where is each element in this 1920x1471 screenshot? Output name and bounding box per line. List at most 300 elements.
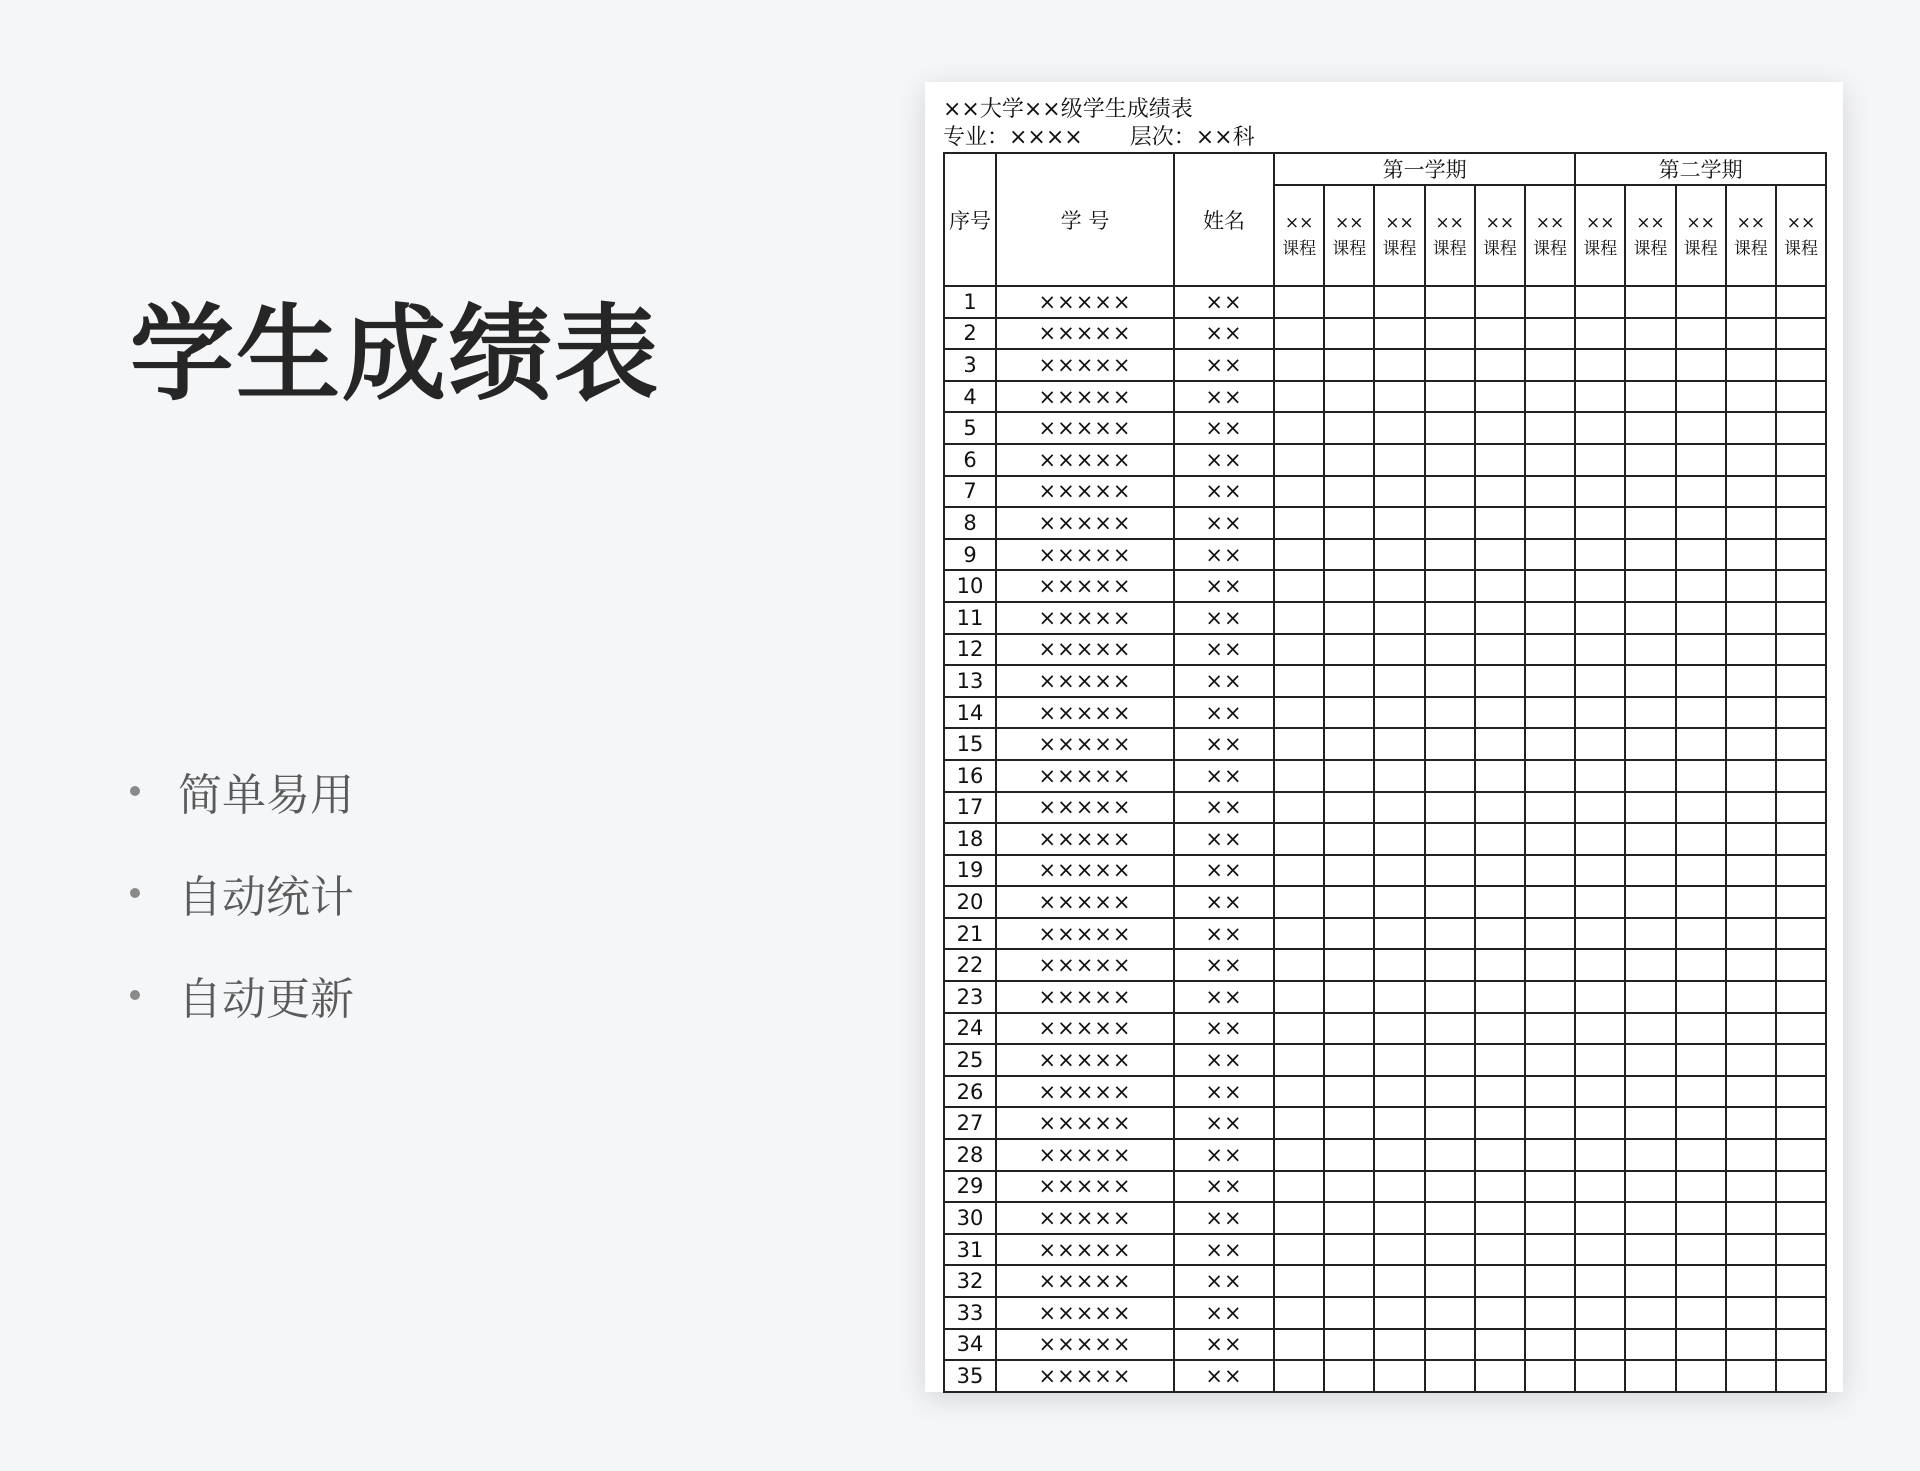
grade-cell [1676,1171,1726,1203]
table-row [944,570,1826,602]
grade-cell [1274,665,1324,697]
grade-cell [1374,286,1424,318]
course-header-bottom: 课程 [1683,238,1718,259]
grade-cell [1475,918,1525,950]
grade-cell [1676,1107,1726,1139]
cell-name: ×× [1174,697,1274,729]
cell-seq: 9 [944,539,996,571]
table-row [944,318,1826,350]
table-row [944,1107,1826,1139]
bullet-dot-icon [130,990,140,1000]
grade-cell [1274,697,1324,729]
grade-cell [1324,1329,1374,1361]
grade-cell [1475,476,1525,508]
semester-header: 第一学期 [1274,153,1575,185]
course-header-bottom: 课程 [1533,238,1568,259]
grade-cell [1425,570,1475,602]
course-header-top: ×× [1485,212,1515,233]
grade-cell [1525,444,1575,476]
grade-cell [1475,823,1525,855]
grade-cell [1274,760,1324,792]
grade-cell [1625,918,1675,950]
grade-cell [1374,349,1424,381]
grade-cell [1274,507,1324,539]
cell-seq: 17 [944,792,996,824]
grade-cell [1374,1329,1424,1361]
grade-cell [1374,823,1424,855]
grade-cell [1374,1139,1424,1171]
grade-cell [1274,823,1324,855]
course-header-bottom: 课程 [1432,238,1467,259]
feature-label: 自动更新 [178,974,354,1025]
grade-cell [1475,444,1525,476]
cell-seq: 10 [944,570,996,602]
promo-title: 学生成绩表 [130,293,661,415]
grade-cell [1274,1202,1324,1234]
grade-cell [1676,1329,1726,1361]
cell-seq: 20 [944,886,996,918]
cell-name: ×× [1174,381,1274,413]
grade-cell [1676,570,1726,602]
cell-student-id: ××××× [996,634,1174,666]
course-header [1625,185,1675,286]
grade-cell [1625,1202,1675,1234]
cell-student-id: ××××× [996,507,1174,539]
grade-cell [1575,444,1625,476]
grade-cell [1324,444,1374,476]
grade-cell [1625,1107,1675,1139]
cell-student-id: ××××× [996,949,1174,981]
grade-cell [1676,1265,1726,1297]
grade-cell [1726,855,1776,887]
course-header-bottom: 课程 [1282,238,1317,259]
table-row [944,697,1826,729]
grade-cell [1726,1139,1776,1171]
grade-cell [1575,1076,1625,1108]
grade-cell [1525,760,1575,792]
cell-name: ×× [1174,918,1274,950]
level-label: 层次：××科 [1129,125,1255,150]
table-row [944,1265,1826,1297]
course-header [1425,185,1475,286]
grade-cell [1625,760,1675,792]
grade-cell [1726,318,1776,350]
grade-cell [1274,318,1324,350]
grade-cell [1425,1107,1475,1139]
grade-cell [1324,602,1374,634]
cell-seq: 16 [944,760,996,792]
cell-seq: 22 [944,949,996,981]
course-header-top: ×× [1385,212,1414,233]
grade-cell [1525,823,1575,855]
grade-cell [1676,918,1726,950]
grade-cell [1575,476,1625,508]
cell-seq: 30 [944,1202,996,1234]
grade-cell [1525,949,1575,981]
grade-cell [1776,1139,1826,1171]
grade-cell [1676,760,1726,792]
grade-cell [1425,634,1475,666]
cell-student-id: ××××× [996,349,1174,381]
grade-cell [1776,444,1826,476]
grade-cell [1525,1329,1575,1361]
cell-name: ×× [1174,602,1274,634]
cell-seq: 12 [944,634,996,666]
feature-item [130,944,354,1046]
grade-cell [1525,286,1575,318]
cell-seq: 4 [944,381,996,413]
grade-cell [1274,1139,1324,1171]
grade-cell [1324,570,1374,602]
grade-cell [1726,634,1776,666]
grade-cell [1525,1139,1575,1171]
course-header [1374,185,1424,286]
course-header-top: ×× [1335,212,1364,233]
grade-cell [1776,949,1826,981]
cell-name: ×× [1174,1044,1274,1076]
table-row [944,381,1826,413]
grade-cell [1776,570,1826,602]
grade-cell [1676,602,1726,634]
grade-cell [1324,760,1374,792]
cell-name: ×× [1174,1202,1274,1234]
cell-seq: 2 [944,318,996,350]
table-row [944,1013,1826,1045]
grade-cell [1274,1360,1324,1392]
grade-cell [1324,1107,1374,1139]
grade-cell [1575,1044,1625,1076]
cell-name: ×× [1174,1360,1274,1392]
grade-cell [1625,886,1675,918]
grade-cell [1274,1013,1324,1045]
cell-student-id: ××××× [996,665,1174,697]
cell-name: ×× [1174,728,1274,760]
grade-cell [1575,760,1625,792]
grade-cell [1374,476,1424,508]
grade-cell [1425,728,1475,760]
grade-cell [1475,634,1525,666]
cell-seq: 32 [944,1265,996,1297]
grade-cell [1525,855,1575,887]
grade-cell [1525,381,1575,413]
grade-cell [1625,412,1675,444]
feature-item [130,842,354,944]
course-header [1324,185,1374,286]
grade-cell [1575,412,1625,444]
grade-cell [1776,886,1826,918]
cell-student-id: ××××× [996,476,1174,508]
header-row-semesters [944,153,1826,185]
table-row [944,412,1826,444]
cell-name: ×× [1174,1139,1274,1171]
grade-cell [1676,1360,1726,1392]
grade-cell [1625,381,1675,413]
grade-cell [1274,539,1324,571]
grade-cell [1324,507,1374,539]
grade-cell [1374,665,1424,697]
grade-cell [1676,665,1726,697]
cell-name: ×× [1174,949,1274,981]
grade-cell [1575,697,1625,729]
cell-name: ×× [1174,1329,1274,1361]
grade-cell [1425,760,1475,792]
cell-student-id: ××××× [996,1139,1174,1171]
grade-cell [1525,1265,1575,1297]
grade-cell [1676,1044,1726,1076]
grade-cell [1676,697,1726,729]
grade-cell [1324,981,1374,1013]
grade-cell [1776,665,1826,697]
grade-cell [1324,665,1374,697]
grade-cell [1575,1265,1625,1297]
grade-cell [1374,1234,1424,1266]
grade-cell [1425,412,1475,444]
grade-cell [1776,1044,1826,1076]
cell-student-id: ××××× [996,602,1174,634]
grade-cell [1425,1265,1475,1297]
grade-cell [1776,539,1826,571]
grade-cell [1726,1360,1776,1392]
grade-cell [1776,855,1826,887]
grade-cell [1374,949,1424,981]
table-row [944,886,1826,918]
grade-cell [1726,444,1776,476]
document-preview [925,82,1843,1392]
grade-cell [1575,1013,1625,1045]
grade-cell [1274,570,1324,602]
grade-cell [1726,918,1776,950]
grade-cell [1475,1202,1525,1234]
grade-cell [1625,1360,1675,1392]
grade-cell [1776,634,1826,666]
grade-cell [1525,728,1575,760]
grade-cell [1776,1171,1826,1203]
grade-cell [1374,1107,1424,1139]
cell-student-id: ××××× [996,1171,1174,1203]
grade-cell [1274,728,1324,760]
course-header-top: ×× [1284,212,1314,233]
grade-cell [1425,1202,1475,1234]
cell-name: ×× [1174,444,1274,476]
cell-student-id: ××××× [996,823,1174,855]
grade-cell [1625,981,1675,1013]
cell-name: ×× [1174,1013,1274,1045]
grade-cell [1374,1013,1424,1045]
grade-cell [1324,539,1374,571]
course-header-top: ×× [1736,212,1766,233]
grade-cell [1425,1329,1475,1361]
grade-cell [1776,918,1826,950]
grade-table [943,152,1827,1393]
grade-cell [1425,1360,1475,1392]
grade-cell [1575,1139,1625,1171]
cell-seq: 35 [944,1360,996,1392]
cell-student-id: ××××× [996,1076,1174,1108]
grade-cell [1525,697,1575,729]
grade-cell [1374,1044,1424,1076]
cell-student-id: ××××× [996,1013,1174,1045]
grade-cell [1274,381,1324,413]
grade-cell [1726,1044,1776,1076]
grade-cell [1575,728,1625,760]
cell-student-id: ××××× [996,918,1174,950]
grade-cell [1475,1360,1525,1392]
grade-cell [1726,1013,1776,1045]
grade-cell [1575,981,1625,1013]
cell-student-id: ××××× [996,381,1174,413]
cell-seq: 28 [944,1139,996,1171]
table-row [944,602,1826,634]
grade-cell [1274,981,1324,1013]
cell-student-id: ××××× [996,697,1174,729]
cell-seq: 14 [944,697,996,729]
grade-cell [1625,823,1675,855]
grade-cell [1676,886,1726,918]
grade-cell [1776,476,1826,508]
grade-cell [1575,949,1625,981]
grade-cell [1274,1107,1324,1139]
feature-label: 自动统计 [178,872,354,923]
grade-cell [1374,1360,1424,1392]
grade-cell [1525,539,1575,571]
document-meta [943,124,1825,152]
grade-cell [1374,981,1424,1013]
grade-cell [1625,539,1675,571]
grade-cell [1374,318,1424,350]
grade-cell [1575,602,1625,634]
course-header-top: ×× [1435,212,1464,233]
grade-cell [1374,1202,1424,1234]
grade-cell [1525,792,1575,824]
grade-cell [1525,1171,1575,1203]
grade-cell [1475,728,1525,760]
grade-cell [1425,1297,1475,1329]
grade-cell [1425,855,1475,887]
cell-name: ×× [1174,981,1274,1013]
grade-cell [1475,855,1525,887]
grade-cell [1575,886,1625,918]
grade-cell [1475,1044,1525,1076]
grade-cell [1525,981,1575,1013]
grade-cell [1776,1234,1826,1266]
cell-name: ×× [1174,349,1274,381]
grade-cell [1425,697,1475,729]
grade-cell [1776,792,1826,824]
cell-seq: 23 [944,981,996,1013]
grade-cell [1425,918,1475,950]
cell-name: ×× [1174,1107,1274,1139]
grade-cell [1625,1171,1675,1203]
course-header [1575,185,1625,286]
grade-cell [1324,286,1374,318]
grade-cell [1475,1139,1525,1171]
grade-cell [1525,1044,1575,1076]
grade-cell [1575,1329,1625,1361]
grade-cell [1625,855,1675,887]
grade-cell [1525,918,1575,950]
grade-cell [1625,1234,1675,1266]
grade-cell [1475,1013,1525,1045]
cell-name: ×× [1174,760,1274,792]
grade-cell [1776,697,1826,729]
grade-cell [1425,981,1475,1013]
grade-cell [1425,665,1475,697]
cell-name: ×× [1174,286,1274,318]
cell-seq: 5 [944,412,996,444]
course-header-bottom: 课程 [1733,238,1768,259]
grade-cell [1324,634,1374,666]
cell-student-id: ××××× [996,286,1174,318]
grade-cell [1475,1265,1525,1297]
course-header-bottom: 课程 [1382,238,1417,259]
grade-cell [1726,981,1776,1013]
grade-cell [1726,412,1776,444]
cell-student-id: ××××× [996,570,1174,602]
grade-cell [1676,1234,1726,1266]
bullet-dot-icon [130,888,140,898]
cell-seq: 3 [944,349,996,381]
table-row [944,981,1826,1013]
course-header-top: ×× [1636,212,1665,233]
table-row [944,444,1826,476]
cell-seq: 31 [944,1234,996,1266]
grade-cell [1676,855,1726,887]
grade-cell [1425,476,1475,508]
table-row [944,728,1826,760]
grade-cell [1726,665,1776,697]
grade-cell [1625,1265,1675,1297]
grade-cell [1525,1297,1575,1329]
grade-cell [1676,981,1726,1013]
course-header [1726,185,1776,286]
grade-cell [1475,1107,1525,1139]
grade-cell [1776,760,1826,792]
grade-cell [1726,286,1776,318]
cell-name: ×× [1174,539,1274,571]
course-header-bottom: 课程 [1482,238,1517,259]
grade-cell [1625,570,1675,602]
table-row [944,823,1826,855]
grade-cell [1776,381,1826,413]
grade-cell [1425,1234,1475,1266]
cell-student-id: ××××× [996,728,1174,760]
grade-cell [1575,349,1625,381]
grade-cell [1324,1202,1374,1234]
grade-cell [1274,349,1324,381]
cell-student-id: ××××× [996,1044,1174,1076]
grade-cell [1374,1265,1424,1297]
grade-cell [1676,1297,1726,1329]
grade-cell [1625,1013,1675,1045]
grade-cell [1475,286,1525,318]
cell-student-id: ××××× [996,760,1174,792]
grade-cell [1575,318,1625,350]
grade-cell [1726,1297,1776,1329]
grade-cell [1726,349,1776,381]
grade-cell [1676,634,1726,666]
cell-seq: 1 [944,286,996,318]
cell-student-id: ××××× [996,1234,1174,1266]
table-row [944,665,1826,697]
grade-cell [1776,1202,1826,1234]
grade-cell [1425,792,1475,824]
grade-cell [1776,1265,1826,1297]
grade-cell [1575,918,1625,950]
cell-seq: 34 [944,1329,996,1361]
grade-cell [1425,823,1475,855]
table-row [944,507,1826,539]
cell-seq: 18 [944,823,996,855]
